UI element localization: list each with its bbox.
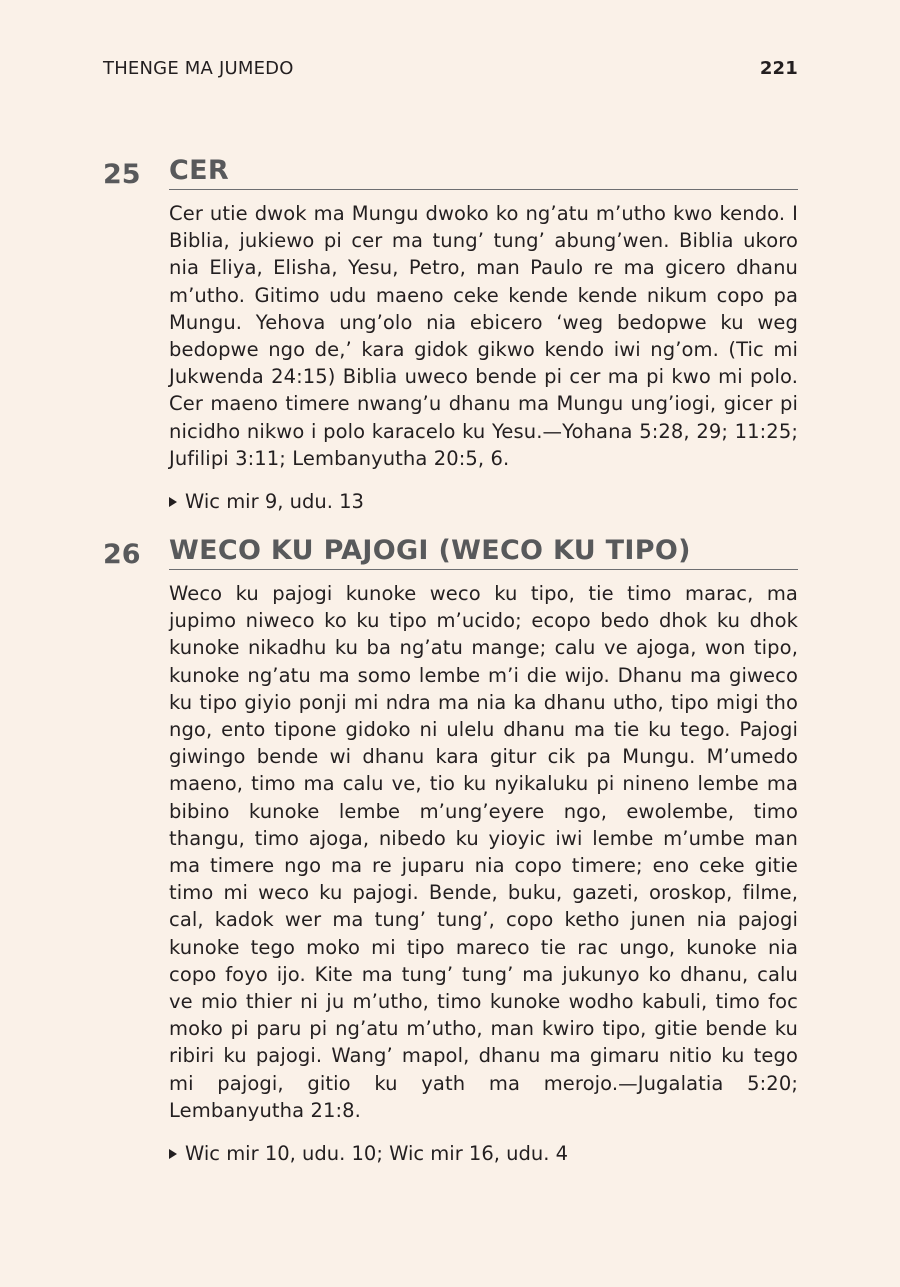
glossary-entry xyxy=(103,536,798,1167)
entry-number: 25 xyxy=(103,159,141,190)
entry-heading xyxy=(103,156,798,190)
entry-body xyxy=(169,580,798,1124)
reference-text: Wic mir 9, udu. 13 xyxy=(185,490,364,514)
section-title: THENGE MA JUMEDO xyxy=(103,58,294,79)
entry-reference[interactable] xyxy=(169,488,798,515)
entry-reference[interactable] xyxy=(169,1140,798,1167)
entry-body xyxy=(169,200,798,472)
triangle-bullet-icon xyxy=(169,1149,177,1159)
entry-text: Cer utie dwok ma Mungu dwoko ko ng’atu m’utho kwo kendo. I Biblia, jukiewo pi cer ma tung’ tung’ abung’wen. Biblia ukoro nia Eliya, Elisha, Yesu, Petro, man Paulo re ma gicero dhanu m’utho. Gitimo udu maeno ceke kende kende nikum copo pa Mungu. Yehova ung’olo nia ebicero ‘weg bedopwe ku weg bedopwe ngo de,’ kara gidok gikwo kendo iwi ng’om. (Tic mi Jukwenda 24:15) Biblia uweco bende pi cer ma pi kwo mi polo. Cer maeno timere nwang’u dhanu ma Mungu ung’iogi, gicer pi nicidho nikwo i polo karacelo ku Yesu.—Yohana 5:28, 29; 11:25; Jufilipi 3:11; Lembanyutha 20:5, 6. xyxy=(169,202,798,470)
entry-number: 26 xyxy=(103,539,141,570)
glossary-entry xyxy=(103,156,798,515)
page-number: 221 xyxy=(759,58,798,79)
reference-text: Wic mir 10, udu. 10; Wic mir 16, udu. 4 xyxy=(185,1142,569,1166)
running-header xyxy=(103,58,798,79)
entry-text: Weco ku pajogi kunoke weco ku tipo, tie timo marac, ma jupimo niweco ko ku tipo m’ucido; ecopo bedo dhok ku dhok kunoke nikadhu ku ba ng’atu mange; calu ve ajoga, won tipo, kunoke ng’atu ma somo lembe m’i die wijo. Dhanu ma giweco ku tipo giyio ponji mi ndra ma nia ka dhanu utho, tipo migi tho ngo, ento tipone gidoko ni ulelu dhanu ma tie ku tego. Pajogi giwingo bende wi dhanu kara gitur cik pa Mungu. M’umedo maeno, timo ma calu ve, tio ku nyikaluku pi nineno lembe ma bibino kunoke lembe m’ung’eyere ngo, ewolembe, timo thangu, timo ajoga, nibedo ku yioyic iwi lembe m’umbe man ma timere ngo ma re juparu nia copo timere; eno ceke gitie timo mi weco ku pajogi. Bende, buku, gazeti, oroskop, filme, cal, kadok wer ma tung’ tung’, copo ketho junen nia pajogi kunoke tego moko mi tipo mareco tie rac ungo, kunoke nia copo foyo ijo. Kite ma tung’ tung’ ma jukunyo ko dhanu, calu ve mio thier ni ju m’utho, timo kunoke wodho kabuli, timo foc moko pi paru pi ng’atu m’utho, man kwiro tipo, gitie bende ku ribiri ku pajogi. Wang’ mapol, dhanu ma gimaru nitio ku tego mi pajogi, gitio ku yath ma merojo.—Jugalatia 5:20; Lembanyutha 21:8. xyxy=(169,582,798,1122)
triangle-bullet-icon xyxy=(169,497,177,507)
entry-heading xyxy=(103,536,798,570)
entry-title: WECO KU PAJOGI (WECO KU TIPO) xyxy=(169,536,798,570)
entry-title: CER xyxy=(169,156,798,190)
